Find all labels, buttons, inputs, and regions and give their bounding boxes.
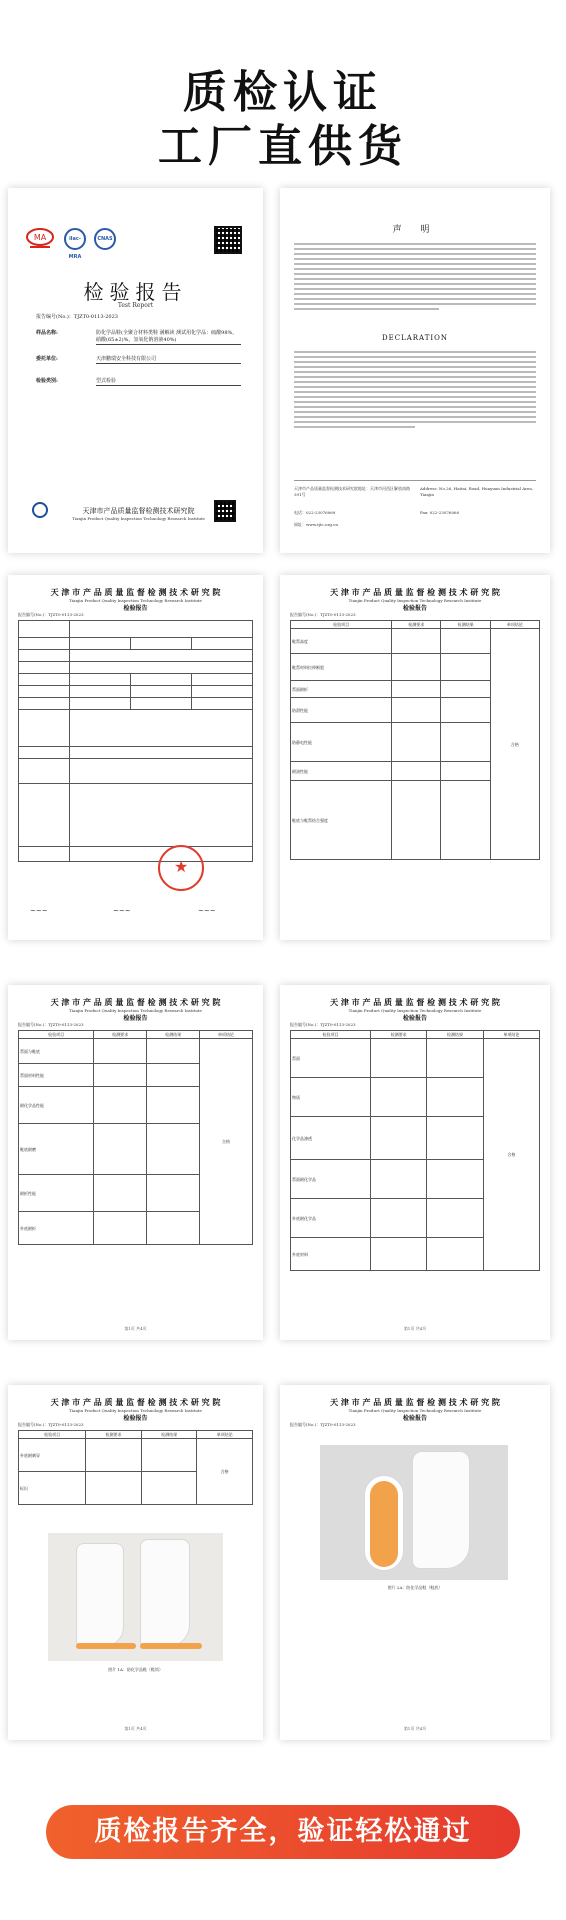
- declaration-title: 声 明: [392, 225, 438, 235]
- test-item: 耐化学品性能: [19, 1087, 94, 1124]
- sample-name-row: [36, 330, 246, 345]
- test-item: 帮面与鞋底: [19, 1039, 94, 1064]
- institute-header: 天 津 市 产 品 质 量 监 督 检 测 技 术 研 究 院: [50, 997, 221, 1007]
- col-header: 检测结果: [441, 621, 490, 629]
- field-label: 委托单位:: [36, 356, 58, 362]
- report-subtitle: 检验报告: [402, 1415, 427, 1422]
- boots-sole-photo: [320, 1445, 508, 1580]
- evaluation: 合格: [490, 629, 539, 860]
- official-stamp: [158, 845, 204, 891]
- col-header: 检测要求: [94, 1031, 147, 1039]
- field-value: 天津鹏瑞安全科技有限公司: [96, 356, 241, 364]
- institute-name-en: Tianjin Product Quality Inspection Technology Research Institute: [72, 516, 205, 521]
- signature: ~~~: [113, 907, 131, 915]
- institute-header-en: Tianjin Product Quality Inspection Technology Research Institute: [69, 598, 202, 603]
- report-number: 报告编号(No.)：TJZT0-0113-2023: [18, 1422, 84, 1427]
- page-number: 第1页 共4页: [403, 1326, 427, 1331]
- page-number: 第1页 共4页: [124, 1726, 147, 1731]
- report-title: 检验报告: [83, 280, 188, 304]
- signature: ~~~: [198, 907, 216, 915]
- report-subtitle: 检验报告: [123, 1015, 148, 1022]
- test-item: 防静电性能: [291, 723, 392, 762]
- test-item: 鞋帮材料拉伸断裂: [291, 654, 392, 681]
- report-subtitle: 检验报告: [123, 1415, 148, 1422]
- cnas-logo: CNAS: [94, 228, 116, 250]
- photo-caption: 照片 2A：防化学品鞋（鞋底）: [387, 1585, 443, 1590]
- institute-header: 天 津 市 产 品 质 量 监 督 检 测 技 术 研 究 院: [330, 587, 500, 597]
- test-item: 物质: [291, 1078, 371, 1117]
- certification-logos: [26, 228, 156, 260]
- institute-header-en: Tianjin Product Quality Inspection Technology Research Institute: [348, 1008, 482, 1013]
- field-value: 型式检验: [96, 378, 241, 386]
- col-header: 单项结论: [200, 1031, 253, 1039]
- institute-header: 天 津 市 产 品 质 量 监 督 检 测 技 术 研 究 院: [330, 997, 500, 1007]
- col-header: 检测结果: [427, 1031, 483, 1039]
- col-header: 检验项目: [19, 1431, 86, 1439]
- report-subtitle: 检验报告: [123, 605, 148, 612]
- qr-code-icon: [214, 500, 236, 522]
- declaration-en-text: [294, 348, 536, 431]
- institute-header-en: Tianjin Product Quality Inspection Technology Research Institute: [348, 1408, 482, 1413]
- field-value: 防化学品鞋(全聚合材料类鞋 满解读 测试用化学品：硫酸98%，硝酸(65±2)%，氢氧化钠溶液40%): [96, 330, 241, 345]
- col-header: 检测结果: [147, 1031, 200, 1039]
- report-subtitle: 检验报告: [402, 1015, 427, 1022]
- report-number: 报告编号(No.)：TJZT0-0113-2023: [290, 1422, 356, 1427]
- report-subtitle: 检验报告: [402, 605, 427, 612]
- report-number: 报告编号(No.)：TJZT0-0113-2023: [290, 1022, 356, 1027]
- col-header: 检测要求: [392, 621, 441, 629]
- report-cover-page: [8, 188, 263, 553]
- info-table: [18, 620, 253, 862]
- institute-header: 天 津 市 产 品 质 量 监 督 检 测 技 术 研 究 院: [330, 1397, 500, 1407]
- report-info-page: [8, 575, 263, 940]
- institute-header-en: Tianjin Product Quality Inspection Technology Research Institute: [348, 598, 482, 603]
- institute-header-en: Tianjin Product Quality Inspection Technology Research Institute: [69, 1408, 202, 1413]
- test-item: 帮面耐化学品: [291, 1160, 371, 1199]
- results-table: [290, 1030, 540, 1271]
- client-row: [36, 356, 246, 364]
- page-number: 第1页 共4页: [403, 1726, 427, 1731]
- page-number: 第1页 共4页: [124, 1326, 147, 1331]
- test-item: 外底材料: [291, 1238, 371, 1271]
- bottom-banner: 质检报告齐全，验证轻松通过: [46, 1805, 520, 1859]
- test-item: 外底耐化学品: [291, 1199, 371, 1238]
- results-table: [18, 1030, 253, 1245]
- declaration-en-title: DECLARATION: [381, 334, 449, 342]
- address-en: Address: No.26, Haitai, Road, Huayuan Industrial Area, Tianjin: [420, 486, 534, 497]
- report-title-en: Test Report: [117, 302, 154, 309]
- col-header: 单项结论: [197, 1431, 253, 1439]
- test-item: 标识: [19, 1472, 86, 1505]
- test-item: 耐折性能: [19, 1175, 94, 1212]
- evaluation: 合格: [483, 1039, 539, 1271]
- results-table: [18, 1430, 253, 1505]
- test-item: 耐油性能: [291, 762, 392, 781]
- test-item: 帮面材料性能: [19, 1064, 94, 1087]
- declaration-page: [280, 188, 550, 553]
- col-header: 单项结论: [483, 1031, 539, 1039]
- col-header: 检测要求: [371, 1031, 427, 1039]
- report-photo-page: [280, 1385, 550, 1740]
- report-number: 报告编号(No.)：TJZT0-0113-2023: [290, 612, 356, 617]
- evaluation: 合格: [197, 1439, 253, 1505]
- evaluation: 合格: [200, 1039, 253, 1245]
- cma-logo: [26, 228, 54, 250]
- test-item: 外底耐折: [19, 1212, 94, 1245]
- institute-name: 天津市产品质量监督检测技术研究院: [82, 507, 195, 515]
- report-results-page-3: [280, 985, 550, 1340]
- test-item: 鞋帮高度: [291, 629, 392, 654]
- report-number: 报告编号(No.)：TJZT0-0113-2023: [36, 314, 118, 320]
- photo-caption: 照片 1A：防化学品鞋（鞋筒）: [108, 1667, 163, 1672]
- col-header: 检测结果: [141, 1431, 197, 1439]
- col-header: 检验项目: [291, 1031, 371, 1039]
- address-cn: 天津市产品质量监督检测技术研究院地址：天津市河西区解放南路391号: [294, 486, 410, 497]
- test-item: 防滑性能: [291, 698, 392, 723]
- boots-photo: [48, 1533, 223, 1661]
- col-header: 检验项目: [291, 621, 392, 629]
- test-item: 鞋底与鞋帮结合强度: [291, 781, 392, 860]
- hero-title-line1: 质检认证: [183, 67, 383, 118]
- telephone: 电话：022-23076069: [294, 510, 336, 515]
- institute-header: 天 津 市 产 品 质 量 监 督 检 测 技 术 研 究 院: [50, 1397, 221, 1407]
- col-header: 检验项目: [19, 1031, 94, 1039]
- test-item: 外底耐刺穿: [19, 1439, 86, 1472]
- report-results-page-1: [280, 575, 550, 940]
- field-label: 检验类别:: [36, 378, 58, 384]
- ilac-logo: ilac-MRA: [64, 228, 86, 250]
- test-item: 帮面: [291, 1039, 371, 1078]
- signature: ~~~: [30, 907, 48, 915]
- report-number: 报告编号(No.)：TJZT0-0113-2023: [18, 1022, 84, 1027]
- qr-code-icon: [214, 226, 242, 254]
- website: 网址：www.tjtc.org.cn: [294, 522, 339, 527]
- test-item: 帮面耐折: [291, 681, 392, 698]
- report-number: 报告编号(No.)：TJZT0-0113-2023: [18, 612, 84, 617]
- declaration-cn-text: [294, 240, 536, 313]
- svg-text:MA: MA: [33, 233, 47, 242]
- test-item: 化学品渗透: [291, 1117, 371, 1160]
- institute-header-en: Tianjin Product Quality Inspection Technology Research Institute: [69, 1008, 202, 1013]
- report-results-page-4: [8, 1385, 263, 1740]
- hero-heading: [0, 0, 566, 170]
- results-table: [290, 620, 540, 860]
- test-item: 鞋底耐磨: [19, 1124, 94, 1175]
- fax: Fax: 022-23076060: [420, 510, 460, 515]
- col-header: 单项结论: [490, 621, 539, 629]
- institute-header: 天 津 市 产 品 质 量 监 督 检 测 技 术 研 究 院: [50, 587, 221, 597]
- col-header: 检测要求: [86, 1431, 142, 1439]
- field-label: 样品名称:: [36, 330, 58, 336]
- hero-title-line2: 工厂直供货: [158, 121, 408, 172]
- test-category-row: [36, 378, 246, 386]
- report-results-page-2: [8, 985, 263, 1340]
